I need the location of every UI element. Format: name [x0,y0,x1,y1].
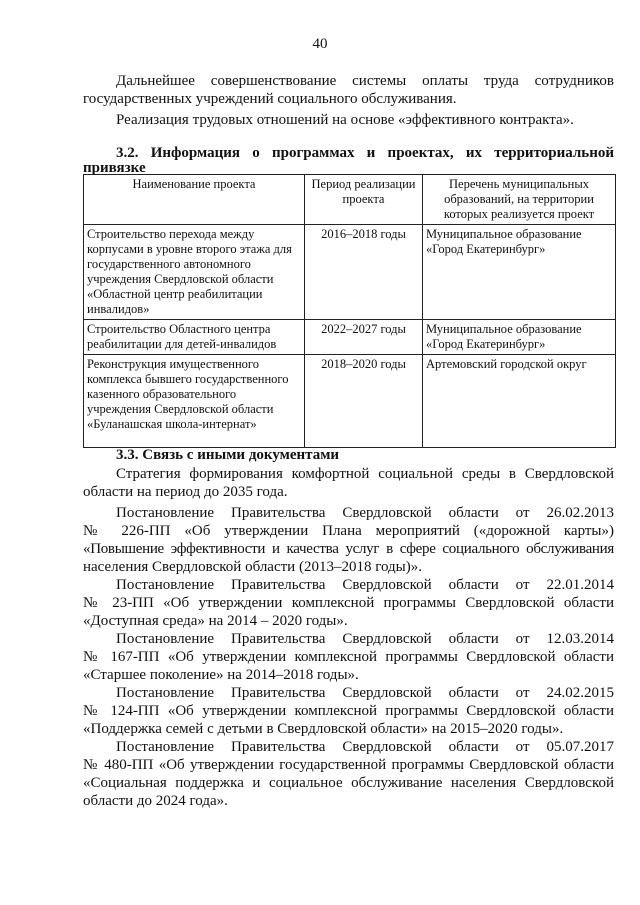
project-name: Строительство Областного центра реабилитации для детей-инвалидов [84,320,305,355]
doc-line: населения Свердловской области (2013–2018 годы)». [83,559,423,575]
doc-line: Стратегия формирования комфортной социальной среды в Свердловской [116,466,614,482]
doc-line: Постановление Правительства Свердловской области от 12.03.2014 [116,631,614,647]
doc-line: «Доступная среда» на 2014 – 2020 годы». [83,613,348,629]
doc-line: «Поддержка семей с детьми в Свердловской области» на 2015–2020 годы». [83,721,564,737]
section-heading-3-2: 3.2. Информация о программах и проектах, их территориальной [116,145,614,161]
doc-line: Постановление Правительства Свердловской области от 22.01.2014 [116,577,614,593]
table-row [84,225,616,320]
doc-line: области на период до 2035 года. [83,484,288,500]
doc-line: Постановление Правительства Свердловской области от 05.07.2017 [116,739,614,755]
doc-line: № 23-ПП «Об утверждении комплексной программы Свердловской области [83,595,614,611]
doc-line: «Повышение эффективности и качества услуг в сфере социального обслуживания [83,541,614,557]
page-number: 40 [312,36,328,52]
project-period: 2016–2018 годы [305,225,423,320]
table-row [84,355,616,448]
intro-line: Реализация трудовых отношений на основе «эффективного контракта». [116,112,574,128]
column-header-period: Период реализации проекта [305,175,423,225]
column-header-territory: Перечень муниципальных образований, на территории которых реализуется проект [423,175,616,225]
project-territory: Муниципальное образование «Город Екатеринбург» [423,225,616,320]
doc-line: Постановление Правительства Свердловской области от 24.02.2015 [116,685,614,701]
column-header-name: Наименование проекта [84,175,305,225]
project-period: 2018–2020 годы [305,355,423,448]
intro-line: государственных учреждений социального обслуживания. [83,91,457,107]
projects-table [83,174,616,448]
table-header-row [84,175,616,225]
doc-line: «Старшее поколение» на 2014–2018 годы». [83,667,359,683]
section-heading-3-2-cont: привязке [83,160,146,176]
doc-line: № 226-ПП «Об утверждении Плана мероприятий («дорожной карты») [83,523,614,539]
doc-line: № 167-ПП «Об утверждении комплексной программы Свердловской области [83,649,614,665]
doc-line: № 480-ПП «Об утверждении государственной программы Свердловской области [83,757,614,773]
doc-line: Постановление Правительства Свердловской области от 26.02.2013 [116,505,614,521]
table-row [84,320,616,355]
section-heading-3-3: 3.3. Связь с иными документами [116,447,340,463]
doc-line: области до 2024 года». [83,793,228,809]
project-territory: Артемовский городской округ [423,355,616,448]
project-name: Строительство перехода между корпусами в уровне второго этажа для государственного автономного учреждения Свердловской области «Областной центр реабилитации инвалидов» [84,225,305,320]
project-period: 2022–2027 годы [305,320,423,355]
doc-line: № 124-ПП «Об утверждении комплексной программы Свердловской области [83,703,614,719]
doc-line: «Социальная поддержка и социальное обслуживание населения Свердловской [83,775,614,791]
project-name: Реконструкция имущественного комплекса бывшего государственного казенного образовательного учреждения Свердловской области «Буланашская школа-интернат» [84,355,305,448]
intro-line: Дальнейшее совершенствование системы оплаты труда сотрудников [116,73,614,89]
project-territory: Муниципальное образование «Город Екатеринбург» [423,320,616,355]
